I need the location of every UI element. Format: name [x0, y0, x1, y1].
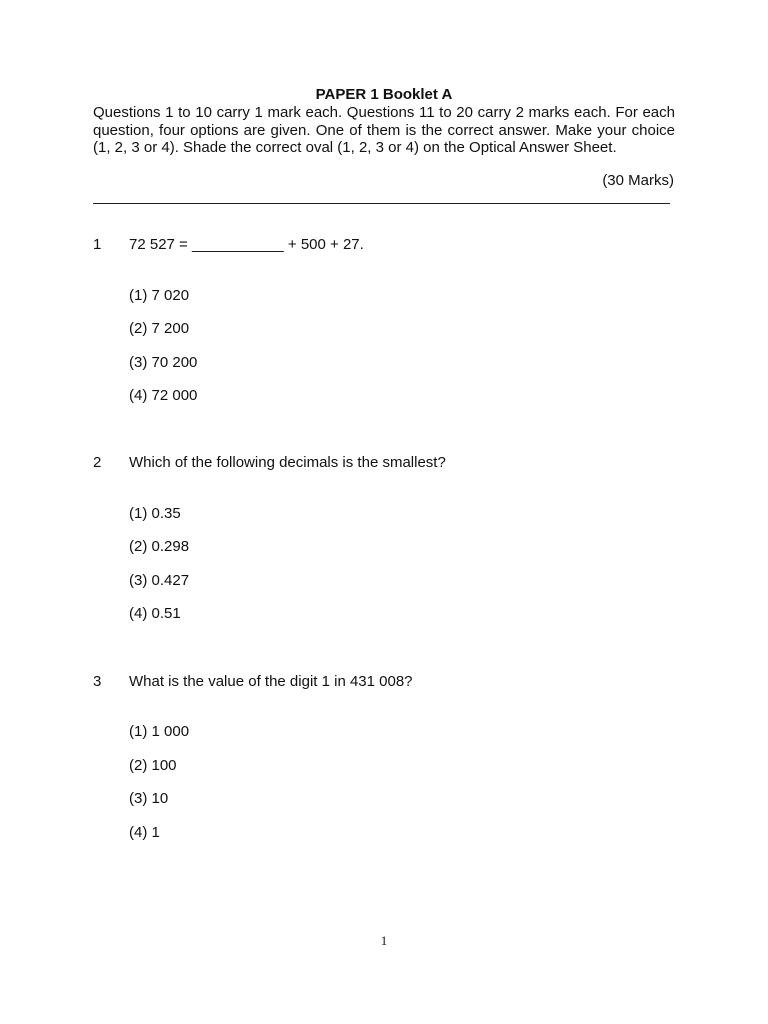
question-2-option-3: (3) 0.427	[129, 572, 190, 589]
question-1-option-4: (4) 72 000	[129, 387, 198, 404]
question-2-option-1: (1) 0.35	[129, 505, 181, 522]
question-1-text: 72 527 = ___________ + 500 + 27.	[129, 236, 364, 253]
question-2-text: Which of the following decimals is the smallest?	[129, 454, 446, 471]
question-2-option-2: (2) 0.298	[129, 538, 190, 555]
question-1-option-1: (1) 7 020	[129, 287, 190, 304]
question-3-text: What is the value of the digit 1 in 431 008?	[129, 673, 413, 690]
question-3-number: 3	[93, 673, 102, 690]
divider-line	[93, 203, 670, 204]
question-3-option-1: (1) 1 000	[129, 723, 190, 740]
question-2-number: 2	[93, 454, 102, 471]
page-number: 1	[380, 933, 388, 948]
question-1-option-3: (3) 70 200	[129, 354, 198, 371]
question-1-option-2: (2) 7 200	[129, 320, 190, 337]
paper-title: PAPER 1 Booklet A	[315, 86, 453, 103]
question-3-option-3: (3) 10	[129, 790, 169, 807]
question-2-option-4: (4) 0.51	[129, 605, 181, 622]
instructions: Questions 1 to 10 carry 1 mark each. Questions 11 to 20 carry 2 marks each. For each question, four options are given. One of them is the correct answer. Make your choice (1, 2, 3 or 4). Shade the correct oval (1, 2, 3 or 4) on the Optical Answer Sheet.	[93, 104, 675, 156]
question-3-option-2: (2) 100	[129, 757, 177, 774]
total-marks: (30 Marks)	[602, 172, 674, 189]
question-3-option-4: (4) 1	[129, 824, 160, 841]
question-1-number: 1	[93, 236, 102, 253]
